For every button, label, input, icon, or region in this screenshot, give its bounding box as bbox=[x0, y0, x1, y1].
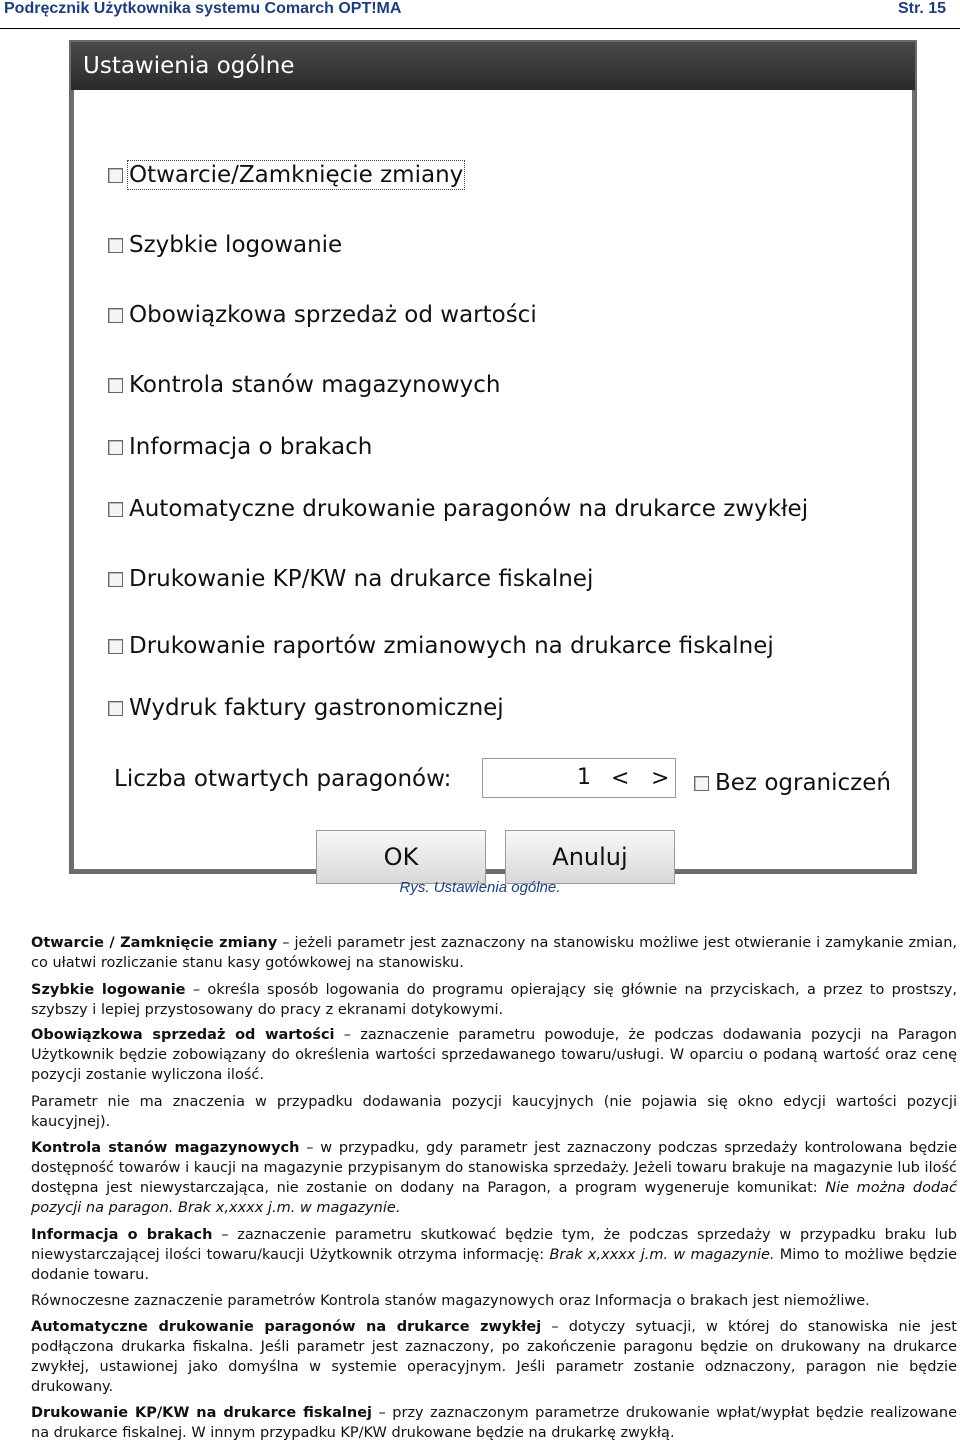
cancel-button[interactable]: Anuluj bbox=[505, 830, 675, 884]
paragraph: Otwarcie / Zamknięcie zmiany – jeżeli parametr jest zaznaczony na stanowisku możliwe jest otwieranie i zamykanie zmian, co ułatwi rozliczanie stanu kasy gotówkowej na stanowisku. bbox=[31, 935, 957, 971]
checkbox-icon[interactable] bbox=[108, 308, 123, 323]
option-shift-reports-fiscal[interactable]: Drukowanie raportów zmianowych na drukarce fiskalnej bbox=[108, 633, 774, 659]
open-receipts-label: Liczba otwartych paragonów: bbox=[114, 766, 452, 792]
checkbox-icon[interactable] bbox=[108, 238, 123, 253]
document-title: Podręcznik Użytkownika systemu Comarch OPT!MA bbox=[4, 0, 402, 17]
paragraph: Automatyczne drukowanie paragonów na drukarce zwykłej – dotyczy sytuacji, w której do stanowiska nie jest podłączona drukarka fiskalna. Jeśli parametr jest zaznaczony, po zakończenie paragonu będzie on drukowany na drukarce zwykłej, ustawionej jako domyślna w systemie operacyjnym. Jeśli parametr zostanie odznaczony, paragon nie będzie drukowany. bbox=[31, 1319, 957, 1395]
option-quick-login[interactable]: Szybkie logowanie bbox=[108, 232, 342, 258]
paragraph: Szybkie logowanie – określa sposób logowania do programu opierający się głównie na przyciskach, a przez to prostszy, szybszy i lepiej przystosowany do pracy z ekranami dotykowymi. bbox=[31, 982, 957, 1018]
checkbox-icon[interactable] bbox=[108, 502, 123, 517]
paragraph: Drukowanie KP/KW na drukarce fiskalnej – przy zaznaczonym parametrze drukowanie wpłat/wypłat będzie realizowane na drukarce fiskalnej. W innym przypadku KP/KW drukowane będzie na drukarkę zwykłą. bbox=[31, 1405, 957, 1441]
open-receipts-stepper[interactable] bbox=[482, 758, 676, 798]
dialog-body bbox=[74, 90, 912, 869]
paragraph: Kontrola stanów magazynowych – w przypadku, gdy parametr jest zaznaczony podczas sprzedaży kontrolowana będzie dostępność towarów i kaucji na magazynie przypisanym do stanowiska sprzedaży. Jeżeli towaru brakuje na magazynie lub ilość dostępna jest niewystarczająca, nie zostanie on dodany na Paragon, a program wygeneruje komunikat: Nie można dodać pozycji na paragon. Brak x,xxxx j.m. w magazynie. bbox=[31, 1140, 958, 1216]
checkbox-icon[interactable] bbox=[108, 168, 123, 183]
paragraph: Informacja o brakach – zaznaczenie parametru skutkować będzie tym, że podczas sprzedaży w przypadku braku lub niewystarczającej ilości towaru/kaucji Użytkownik otrzyma informację: Brak x,xxxx j.m. w magazynie. Mimo to możliwe będzie dodanie towaru. bbox=[31, 1227, 957, 1283]
figure-caption: Rys. Ustawienia ogólne. bbox=[399, 879, 561, 896]
option-shift-open-close[interactable]: Otwarcie/Zamknięcie zmiany bbox=[108, 162, 463, 188]
option-shortage-info[interactable]: Informacja o brakach bbox=[108, 434, 372, 460]
page-header bbox=[0, 0, 960, 29]
option-auto-print-receipts[interactable]: Automatyczne drukowanie paragonów na drukarce zwykłej bbox=[108, 496, 808, 522]
paragraph: Parametr nie ma znaczenia w przypadku dodawania pozycji kaucyjnych (nie pojawia się okno edycji wartości pozycji kaucyjnej). bbox=[31, 1094, 957, 1130]
decrement-button[interactable]: < bbox=[611, 766, 630, 791]
open-receipts-value: 1 bbox=[577, 765, 591, 790]
settings-dialog bbox=[69, 40, 917, 874]
option-no-limit[interactable]: Bez ograniczeń bbox=[694, 770, 891, 796]
checkbox-icon[interactable] bbox=[108, 572, 123, 587]
option-mandatory-value-sale[interactable]: Obowiązkowa sprzedaż od wartości bbox=[108, 302, 537, 328]
checkbox-icon[interactable] bbox=[108, 639, 123, 654]
checkbox-icon[interactable] bbox=[108, 378, 123, 393]
dialog-title: Ustawienia ogólne bbox=[71, 42, 915, 90]
checkbox-icon[interactable] bbox=[694, 776, 709, 791]
checkbox-icon[interactable] bbox=[108, 701, 123, 716]
page-number: Str. 15 bbox=[897, 0, 946, 17]
option-kp-kw-fiscal[interactable]: Drukowanie KP/KW na drukarce fiskalnej bbox=[108, 566, 593, 592]
paragraph: Równoczesne zaznaczenie parametrów Kontrola stanów magazynowych oraz Informacja o brakach jest niemożliwe. bbox=[31, 1293, 870, 1309]
ok-button[interactable]: OK bbox=[316, 830, 486, 884]
paragraph: Obowiązkowa sprzedaż od wartości – zaznaczenie parametru powoduje, że podczas dodawania pozycji na Paragon Użytkownik będzie zobowiązany do określenia wartości sprzedawanego towaru/usługi. W oparciu o podaną wartość oraz cenę pozycji zostanie wyliczona ilość. bbox=[31, 1027, 957, 1083]
option-stock-control[interactable]: Kontrola stanów magazynowych bbox=[108, 372, 500, 398]
checkbox-icon[interactable] bbox=[108, 440, 123, 455]
increment-button[interactable]: > bbox=[651, 766, 670, 791]
option-gastro-invoice[interactable]: Wydruk faktury gastronomicznej bbox=[108, 695, 504, 721]
